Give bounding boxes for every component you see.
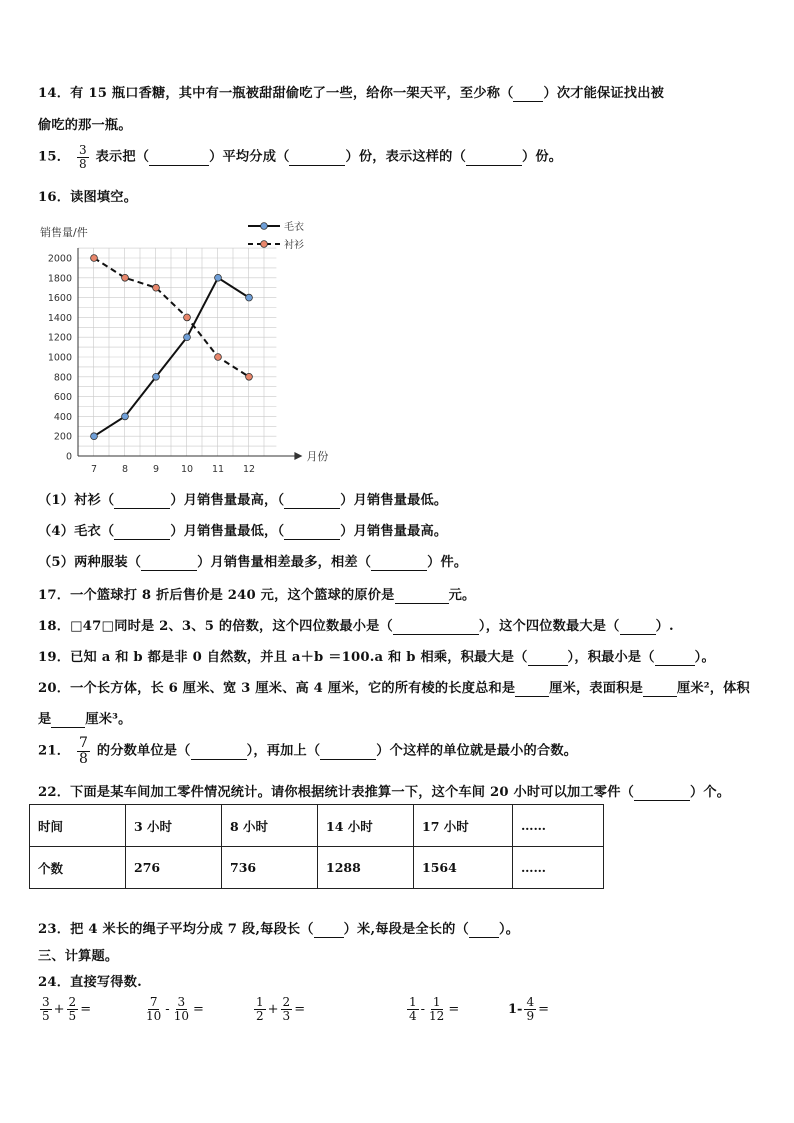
table-cell: 17 小时 [414, 805, 513, 847]
question-21: 21． $\frac{7}{8}$ 的分数单位是（ ），再加上（ ）个这样的单位就是最小的合数。 [38, 735, 578, 767]
x-tick-label: 12 [242, 464, 256, 474]
y-tick-label: 600 [53, 392, 72, 404]
x-tick-label: 9 [152, 464, 160, 474]
answer-blank[interactable] [466, 150, 522, 166]
answer-blank[interactable] [289, 150, 345, 166]
data-point [153, 284, 160, 291]
question-20-line-1: 20．一个长方体，长 6 厘米、宽 3 厘米、高 4 厘米，它的所有棱的长度总和是 厘米，表面积是 厘米²，体积 [38, 681, 750, 696]
answer-blank[interactable] [528, 650, 568, 666]
table-cell: …… [513, 805, 604, 847]
table-cell: 时间 [30, 805, 126, 847]
table-cell: 276 [126, 847, 222, 889]
y-axis-label: 销售量/件 [40, 226, 88, 239]
question-23: 23．把 4 米长的绳子平均分成 7 段,每段长（ ）米,每段是全长的（ ）。 [38, 922, 520, 937]
y-tick-label: 400 [53, 411, 72, 423]
calc-item: $\frac{3}{5}$ + $\frac{2}{5}$ = [42, 995, 92, 1023]
answer-blank[interactable] [149, 150, 209, 166]
answer-blank[interactable] [141, 555, 197, 571]
fraction: $\frac{3}{8}$ [78, 143, 87, 171]
question-20-line-2: 是 厘米³。 [38, 712, 132, 727]
table-cell: 3 小时 [126, 805, 222, 847]
table-cell: 736 [222, 847, 318, 889]
data-point [246, 294, 253, 301]
answer-blank[interactable] [655, 650, 695, 666]
y-tick-label: 1600 [47, 293, 72, 305]
question-22: 22．下面是某车间加工零件情况统计。请你根据统计表推算一下，这个车间 20 小时可以加工零件（ ）个。 [38, 785, 731, 800]
data-point [184, 314, 191, 321]
answer-blank[interactable] [620, 619, 656, 635]
fraction: $\frac{7}{8}$ [78, 735, 89, 767]
question-18: 18．□47□同时是 2、3、5 的倍数，这个四位数最小是（ ），这个四位数最大是（ ）. [38, 619, 674, 634]
table-row [30, 847, 604, 889]
data-point [215, 274, 222, 281]
answer-blank[interactable] [515, 681, 549, 697]
y-tick-label: 1800 [47, 273, 72, 285]
answer-blank[interactable] [371, 555, 427, 571]
data-point [122, 413, 129, 420]
y-tick-label: 800 [53, 372, 72, 384]
y-tick-label: 200 [53, 431, 72, 443]
y-tick-label: 0 [65, 451, 72, 463]
table-cell: 8 小时 [222, 805, 318, 847]
x-tick-label: 11 [211, 464, 225, 474]
question-24-title: 24．直接写得数. [38, 975, 142, 990]
answer-blank[interactable] [395, 588, 449, 604]
x-axis-arrow [294, 452, 302, 460]
data-point [91, 255, 98, 262]
statistics-table [29, 804, 604, 889]
data-point [184, 334, 191, 341]
table-row [30, 805, 604, 847]
calc-item: 1- $\frac{4}{9}$ = [508, 995, 549, 1023]
question-15: 15． $\frac{3}{8}$ 表示把（ ）平均分成（ ）份，表示这样的（ ）份。 [38, 143, 563, 171]
x-axis-label: 月份 [306, 450, 329, 463]
y-tick-label: 1000 [47, 352, 72, 364]
y-tick-label: 1400 [47, 312, 72, 324]
x-tick-label: 10 [180, 464, 194, 474]
answer-blank[interactable] [513, 86, 543, 102]
answer-blank[interactable] [51, 712, 85, 728]
legend-marker [261, 241, 268, 248]
question-19: 19．已知 a 和 b 都是非 0 自然数，并且 a＋b ＝100.a 和 b 相乘，积最大是（ ），积最小是（ ）。 [38, 650, 715, 665]
data-point [246, 373, 253, 380]
answer-blank[interactable] [284, 493, 340, 509]
answer-blank[interactable] [284, 524, 340, 540]
y-tick-label: 2000 [47, 253, 72, 265]
question-17: 17．一个篮球打 8 折后售价是 240 元，这个篮球的原价是 元。 [38, 588, 476, 603]
answer-blank[interactable] [191, 744, 247, 760]
data-point [153, 373, 160, 380]
question-14-line-1: 14．有 15 瓶口香糖，其中有一瓶被甜甜偷吃了一些，给你一架天平，至少称（ ）次才能保证找出被 [38, 86, 664, 101]
calc-item: $\frac{1}{4}$ - $\frac{1}{12}$ = [409, 995, 460, 1023]
data-point [215, 354, 222, 361]
answer-blank[interactable] [114, 493, 170, 509]
table-cell: 1288 [318, 847, 414, 889]
question-14-line-2: 偷吃的那一瓶。 [38, 118, 132, 133]
calc-item: $\frac{7}{10}$ - $\frac{3}{10}$ = [146, 995, 204, 1023]
data-point [91, 433, 98, 440]
answer-blank[interactable] [393, 619, 479, 635]
answer-blank[interactable] [114, 524, 170, 540]
answer-blank[interactable] [634, 785, 690, 801]
answer-blank[interactable] [320, 744, 376, 760]
sales-line-chart [30, 212, 350, 474]
table-cell: 14 小时 [318, 805, 414, 847]
question-16-part-1: （1）衬衫（ ）月销售量最高，（ ）月销售量最低。 [38, 493, 448, 508]
question-16-part-4: （4）毛衣（ ）月销售量最低，（ ）月销售量最高。 [38, 524, 448, 539]
calc-item: $\frac{1}{2}$ + $\frac{2}{3}$ = [256, 995, 306, 1023]
x-tick-label: 8 [121, 464, 129, 474]
section-title: 三、计算题。 [38, 949, 119, 964]
question-16-title: 16．读图填空。 [38, 190, 138, 205]
legend-marker [261, 223, 268, 230]
answer-blank[interactable] [469, 922, 499, 938]
x-tick-label: 7 [90, 464, 98, 474]
y-tick-label: 1200 [47, 332, 72, 344]
table-cell: 个数 [30, 847, 126, 889]
answer-blank[interactable] [643, 681, 677, 697]
table-cell: 1564 [414, 847, 513, 889]
answer-blank[interactable] [314, 922, 344, 938]
legend-label: 衬衫 [284, 240, 304, 251]
data-point [122, 274, 129, 281]
table-cell: …… [513, 847, 604, 889]
question-16-part-5: （5）两种服装（ ）月销售量相差最多，相差（ ）件。 [38, 555, 468, 570]
legend-label: 毛衣 [284, 222, 304, 233]
